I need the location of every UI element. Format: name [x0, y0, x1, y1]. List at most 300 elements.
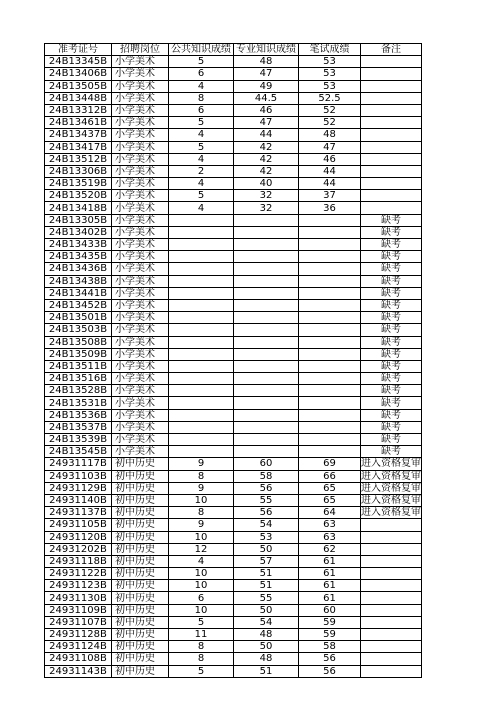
cell-remark: 缺考 [361, 263, 422, 275]
cell-exam-id: 24931202B [45, 543, 112, 555]
table-row [45, 519, 422, 531]
table-row [45, 165, 422, 177]
cell-public-score [169, 275, 234, 287]
cell-remark [361, 92, 422, 104]
cell-professional-score [234, 446, 299, 458]
table-row [45, 178, 422, 190]
cell-exam-id: 24B13516B [45, 373, 112, 385]
cell-public-score: 4 [169, 178, 234, 190]
cell-exam-id: 24931105B [45, 519, 112, 531]
cell-professional-score [234, 263, 299, 275]
cell-position: 小学美术 [112, 141, 169, 153]
cell-remark: 缺考 [361, 324, 422, 336]
table-row [45, 92, 422, 104]
cell-position: 小学美术 [112, 165, 169, 177]
cell-position: 小学美术 [112, 409, 169, 421]
header-professional-score: 专业知识成绩 [234, 44, 299, 56]
cell-written-score [299, 287, 361, 299]
cell-exam-id: 24B13531B [45, 397, 112, 409]
cell-professional-score [234, 360, 299, 372]
table-row [45, 153, 422, 165]
cell-exam-id: 24B13402B [45, 226, 112, 238]
cell-exam-id: 24931128B [45, 629, 112, 641]
cell-remark [361, 80, 422, 92]
cell-remark [361, 568, 422, 580]
cell-exam-id: 24B13509B [45, 348, 112, 360]
cell-public-score: 5 [169, 665, 234, 677]
cell-professional-score: 51 [234, 568, 299, 580]
cell-remark [361, 519, 422, 531]
table-row [45, 421, 422, 433]
cell-remark: 进入资格复审 [361, 495, 421, 507]
table-row [45, 104, 422, 116]
cell-position: 初中历史 [112, 458, 169, 470]
cell-position: 小学美术 [112, 434, 169, 446]
cell-remark [361, 629, 422, 641]
table-row [45, 251, 422, 263]
cell-remark: 缺考 [361, 360, 422, 372]
cell-professional-score: 53 [234, 531, 299, 543]
table-row [45, 202, 422, 214]
cell-position: 小学美术 [112, 104, 169, 116]
cell-position: 小学美术 [112, 336, 169, 348]
cell-public-score: 8 [169, 653, 234, 665]
cell-position: 小学美术 [112, 324, 169, 336]
cell-written-score: 36 [299, 202, 361, 214]
cell-public-score: 12 [169, 543, 234, 555]
cell-public-score: 6 [169, 592, 234, 604]
table-row [45, 592, 422, 604]
cell-public-score: 8 [169, 470, 234, 482]
table-row [45, 299, 422, 311]
cell-written-score: 69 [299, 458, 361, 470]
table-row [45, 555, 422, 567]
cell-professional-score [234, 287, 299, 299]
cell-public-score [169, 226, 234, 238]
cell-exam-id: 24931120B [45, 531, 112, 543]
cell-written-score: 37 [299, 190, 361, 202]
cell-written-score: 52 [299, 117, 361, 129]
cell-position: 小学美术 [112, 446, 169, 458]
cell-public-score [169, 214, 234, 226]
cell-remark: 进入资格复审 [361, 482, 421, 494]
cell-professional-score: 42 [234, 141, 299, 153]
cell-professional-score: 47 [234, 117, 299, 129]
cell-remark [361, 555, 422, 567]
cell-remark: 进入资格复审 [361, 507, 421, 519]
cell-written-score: 47 [299, 141, 361, 153]
cell-public-score: 5 [169, 190, 234, 202]
cell-exam-id: 24B13436B [45, 263, 112, 275]
table-row [45, 458, 422, 470]
table-row [45, 446, 422, 458]
cell-written-score [299, 324, 361, 336]
table-row [45, 336, 422, 348]
cell-public-score: 4 [169, 129, 234, 141]
cell-exam-id: 24B13433B [45, 239, 112, 251]
header-row [45, 44, 422, 56]
cell-position: 小学美术 [112, 226, 169, 238]
cell-professional-score: 56 [234, 482, 299, 494]
cell-written-score [299, 263, 361, 275]
cell-written-score [299, 312, 361, 324]
cell-position: 小学美术 [112, 287, 169, 299]
cell-professional-score [234, 312, 299, 324]
cell-written-score: 56 [299, 653, 361, 665]
table-row [45, 312, 422, 324]
cell-remark: 缺考 [361, 312, 422, 324]
table-row [45, 629, 422, 641]
cell-exam-id: 24931137B [45, 507, 112, 519]
cell-exam-id: 24B13406B [45, 68, 112, 80]
cell-public-score: 8 [169, 92, 234, 104]
cell-written-score [299, 385, 361, 397]
cell-public-score: 6 [169, 68, 234, 80]
table-row [45, 434, 422, 446]
cell-remark [361, 104, 422, 116]
cell-written-score: 58 [299, 641, 361, 653]
cell-position: 小学美术 [112, 421, 169, 433]
cell-public-score [169, 239, 234, 251]
table-row [45, 263, 422, 275]
cell-public-score [169, 446, 234, 458]
cell-position: 初中历史 [112, 482, 169, 494]
cell-position: 初中历史 [112, 543, 169, 555]
cell-professional-score: 58 [234, 470, 299, 482]
cell-exam-id: 24B13461B [45, 117, 112, 129]
cell-written-score [299, 360, 361, 372]
cell-public-score [169, 434, 234, 446]
table-row [45, 482, 422, 494]
cell-professional-score [234, 299, 299, 311]
cell-remark: 缺考 [361, 214, 422, 226]
cell-exam-id: 24B13306B [45, 165, 112, 177]
table-row [45, 68, 422, 80]
table-row [45, 190, 422, 202]
table-row [45, 543, 422, 555]
header-remark: 备注 [361, 44, 422, 56]
header-exam-id: 准考证号 [45, 44, 112, 56]
table-row [45, 604, 422, 616]
cell-remark [361, 165, 422, 177]
cell-written-score: 66 [299, 470, 361, 482]
cell-remark: 缺考 [361, 409, 422, 421]
cell-written-score: 48 [299, 129, 361, 141]
cell-position: 小学美术 [112, 299, 169, 311]
cell-public-score: 4 [169, 202, 234, 214]
header-position: 招聘岗位 [112, 44, 169, 56]
cell-written-score: 44 [299, 165, 361, 177]
table-row [45, 141, 422, 153]
cell-professional-score: 40 [234, 178, 299, 190]
cell-remark: 缺考 [361, 434, 422, 446]
cell-remark: 缺考 [361, 348, 422, 360]
cell-public-score: 2 [169, 165, 234, 177]
cell-professional-score: 42 [234, 153, 299, 165]
cell-public-score [169, 251, 234, 263]
cell-professional-score: 54 [234, 616, 299, 628]
cell-position: 初中历史 [112, 592, 169, 604]
cell-exam-id: 24931109B [45, 604, 112, 616]
cell-professional-score: 32 [234, 202, 299, 214]
cell-exam-id: 24B13503B [45, 324, 112, 336]
cell-position: 初中历史 [112, 604, 169, 616]
cell-public-score: 10 [169, 604, 234, 616]
cell-remark: 缺考 [361, 373, 422, 385]
cell-remark [361, 531, 422, 543]
table-row [45, 129, 422, 141]
cell-position: 初中历史 [112, 653, 169, 665]
cell-remark [361, 178, 422, 190]
cell-written-score [299, 299, 361, 311]
cell-exam-id: 24B13505B [45, 80, 112, 92]
cell-remark: 缺考 [361, 287, 422, 299]
cell-public-score [169, 299, 234, 311]
table-row [45, 117, 422, 129]
cell-professional-score: 50 [234, 641, 299, 653]
cell-written-score: 61 [299, 592, 361, 604]
cell-professional-score [234, 373, 299, 385]
cell-position: 小学美术 [112, 275, 169, 287]
cell-public-score [169, 324, 234, 336]
cell-professional-score: 42 [234, 165, 299, 177]
cell-remark [361, 141, 422, 153]
cell-professional-score: 47 [234, 68, 299, 80]
cell-written-score [299, 421, 361, 433]
cell-position: 小学美术 [112, 251, 169, 263]
cell-public-score [169, 263, 234, 275]
cell-exam-id: 24B13501B [45, 312, 112, 324]
cell-written-score [299, 251, 361, 263]
cell-written-score [299, 275, 361, 287]
cell-position: 小学美术 [112, 80, 169, 92]
cell-written-score [299, 214, 361, 226]
table-row [45, 641, 422, 653]
cell-exam-id: 24B13437B [45, 129, 112, 141]
cell-exam-id: 24B13519B [45, 178, 112, 190]
cell-exam-id: 24B13312B [45, 104, 112, 116]
cell-exam-id: 24B13452B [45, 299, 112, 311]
cell-written-score: 61 [299, 555, 361, 567]
table-row [45, 226, 422, 238]
cell-remark [361, 129, 422, 141]
cell-public-score [169, 312, 234, 324]
cell-exam-id: 24931123B [45, 580, 112, 592]
cell-remark [361, 653, 422, 665]
table-row [45, 80, 422, 92]
table-row [45, 470, 422, 482]
cell-public-score: 4 [169, 153, 234, 165]
cell-remark: 缺考 [361, 446, 422, 458]
cell-position: 初中历史 [112, 470, 169, 482]
cell-exam-id: 24931124B [45, 641, 112, 653]
cell-exam-id: 24B13520B [45, 190, 112, 202]
cell-professional-score: 46 [234, 104, 299, 116]
table-row [45, 385, 422, 397]
table-row [45, 397, 422, 409]
table-row [45, 653, 422, 665]
cell-remark [361, 580, 422, 592]
cell-written-score [299, 348, 361, 360]
cell-remark: 缺考 [361, 336, 422, 348]
cell-public-score: 5 [169, 141, 234, 153]
cell-remark [361, 153, 422, 165]
cell-exam-id: 24931122B [45, 568, 112, 580]
cell-written-score: 65 [299, 494, 361, 506]
cell-remark: 缺考 [361, 299, 422, 311]
cell-exam-id: 24931103B [45, 470, 112, 482]
cell-public-score [169, 373, 234, 385]
table-row [45, 275, 422, 287]
cell-written-score: 63 [299, 519, 361, 531]
cell-public-score: 11 [169, 629, 234, 641]
cell-public-score: 9 [169, 519, 234, 531]
cell-remark [361, 190, 422, 202]
cell-professional-score: 51 [234, 665, 299, 677]
table-row [45, 580, 422, 592]
cell-position: 小学美术 [112, 348, 169, 360]
cell-professional-score: 55 [234, 494, 299, 506]
header-public-score: 公共知识成绩 [169, 44, 234, 56]
table-row [45, 287, 422, 299]
cell-public-score [169, 385, 234, 397]
cell-position: 小学美术 [112, 397, 169, 409]
cell-public-score: 4 [169, 80, 234, 92]
cell-public-score: 10 [169, 494, 234, 506]
cell-professional-score: 50 [234, 604, 299, 616]
cell-exam-id: 24B13511B [45, 360, 112, 372]
cell-professional-score: 51 [234, 580, 299, 592]
cell-position: 初中历史 [112, 616, 169, 628]
cell-professional-score: 48 [234, 653, 299, 665]
cell-exam-id: 24B13536B [45, 409, 112, 421]
cell-exam-id: 24B13528B [45, 385, 112, 397]
cell-position: 小学美术 [112, 263, 169, 275]
table-row [45, 665, 422, 677]
cell-written-score: 46 [299, 153, 361, 165]
cell-exam-id: 24B13512B [45, 153, 112, 165]
table-row [45, 348, 422, 360]
table-row [45, 531, 422, 543]
cell-public-score [169, 409, 234, 421]
cell-professional-score [234, 251, 299, 263]
cell-position: 小学美术 [112, 92, 169, 104]
cell-professional-score: 44 [234, 129, 299, 141]
cell-professional-score [234, 397, 299, 409]
cell-public-score: 5 [169, 56, 234, 68]
cell-remark: 缺考 [361, 275, 422, 287]
cell-public-score: 6 [169, 104, 234, 116]
cell-remark [361, 202, 422, 214]
cell-written-score: 52 [299, 104, 361, 116]
cell-remark [361, 604, 422, 616]
cell-public-score [169, 287, 234, 299]
score-sheet [44, 43, 422, 678]
cell-remark [361, 592, 422, 604]
cell-public-score: 10 [169, 568, 234, 580]
cell-public-score: 5 [169, 616, 234, 628]
cell-remark: 缺考 [361, 251, 422, 263]
cell-professional-score [234, 409, 299, 421]
cell-exam-id: 24B13441B [45, 287, 112, 299]
cell-written-score: 53 [299, 68, 361, 80]
cell-exam-id: 24B13417B [45, 141, 112, 153]
cell-written-score: 52.5 [299, 92, 361, 104]
cell-written-score: 44 [299, 178, 361, 190]
cell-written-score [299, 397, 361, 409]
cell-professional-score [234, 385, 299, 397]
cell-professional-score [234, 239, 299, 251]
cell-position: 初中历史 [112, 641, 169, 653]
cell-professional-score [234, 324, 299, 336]
cell-position: 小学美术 [112, 56, 169, 68]
cell-professional-score [234, 421, 299, 433]
cell-public-score [169, 397, 234, 409]
cell-exam-id: 24B13438B [45, 275, 112, 287]
cell-position: 小学美术 [112, 178, 169, 190]
table-row [45, 324, 422, 336]
cell-exam-id: 24B13545B [45, 446, 112, 458]
cell-professional-score: 48 [234, 56, 299, 68]
cell-public-score: 10 [169, 531, 234, 543]
cell-written-score: 61 [299, 580, 361, 592]
cell-remark: 缺考 [361, 226, 422, 238]
table-row [45, 507, 422, 519]
cell-written-score [299, 446, 361, 458]
table-row [45, 360, 422, 372]
cell-remark [361, 641, 422, 653]
cell-public-score [169, 336, 234, 348]
cell-position: 小学美术 [112, 373, 169, 385]
cell-exam-id: 24931117B [45, 458, 112, 470]
cell-public-score: 5 [169, 117, 234, 129]
cell-remark [361, 68, 422, 80]
cell-position: 小学美术 [112, 360, 169, 372]
table-row [45, 616, 422, 628]
cell-remark [361, 616, 422, 628]
cell-exam-id: 24B13448B [45, 92, 112, 104]
cell-position: 初中历史 [112, 507, 169, 519]
cell-exam-id: 24931130B [45, 592, 112, 604]
cell-professional-score: 48 [234, 629, 299, 641]
cell-public-score [169, 360, 234, 372]
cell-exam-id: 24931143B [45, 665, 112, 677]
table-row [45, 56, 422, 68]
cell-position: 初中历史 [112, 531, 169, 543]
cell-exam-id: 24B13539B [45, 434, 112, 446]
cell-public-score [169, 348, 234, 360]
cell-exam-id: 24931107B [45, 616, 112, 628]
cell-exam-id: 24B13345B [45, 56, 112, 68]
cell-position: 初中历史 [112, 580, 169, 592]
cell-exam-id: 24B13418B [45, 202, 112, 214]
cell-written-score: 62 [299, 543, 361, 555]
cell-professional-score: 32 [234, 190, 299, 202]
cell-public-score: 9 [169, 482, 234, 494]
cell-position: 初中历史 [112, 494, 169, 506]
score-table [44, 43, 422, 678]
cell-remark [361, 665, 422, 677]
cell-exam-id: 24B13305B [45, 214, 112, 226]
cell-written-score [299, 409, 361, 421]
cell-written-score: 60 [299, 604, 361, 616]
cell-written-score: 65 [299, 482, 361, 494]
cell-public-score: 9 [169, 458, 234, 470]
cell-position: 初中历史 [112, 665, 169, 677]
cell-professional-score: 55 [234, 592, 299, 604]
cell-remark: 进入资格复审 [361, 458, 421, 470]
cell-position: 小学美术 [112, 68, 169, 80]
